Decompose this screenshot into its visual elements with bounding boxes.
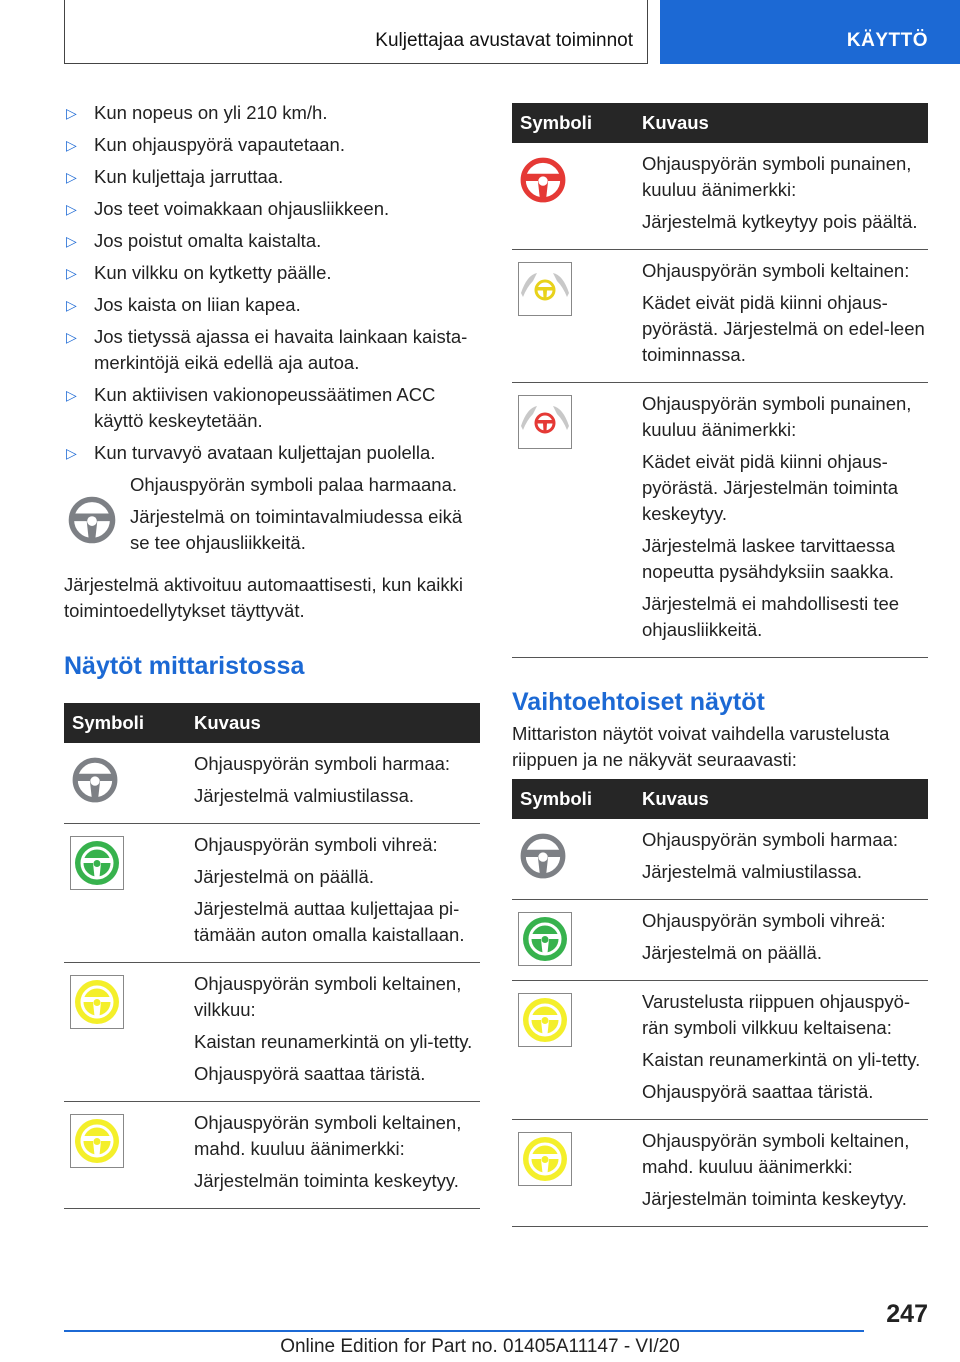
list-item-text: Kun aktiivisen vakionopeussäätimen ACC käyttö keskeytetään. — [94, 384, 436, 431]
note-line: Järjestelmä on toimintavalmiudessa eikä se tee ohjausliikkeitä. — [130, 506, 463, 553]
col-header-description: Kuvaus — [632, 779, 928, 819]
list-item — [64, 292, 480, 318]
bullet-triangle-icon: ▷ — [66, 137, 77, 153]
steering-wheel-yellow-icon — [70, 975, 124, 1029]
hands-on-wheel-yellow-icon — [518, 262, 572, 316]
steering-wheel-gray-icon — [518, 831, 572, 885]
right-column — [512, 100, 928, 1227]
table-row — [512, 981, 928, 1120]
table-row — [64, 1102, 480, 1209]
list-item-text: Kun ohjauspyörä vapautetaan. — [94, 134, 345, 155]
section-heading-displays: Näytöt mittaristossa — [64, 652, 305, 680]
table-row — [512, 250, 928, 383]
bullet-triangle-icon: ▷ — [66, 233, 77, 249]
steering-wheel-yellow-icon — [518, 1132, 572, 1186]
list-item — [64, 100, 480, 126]
bullet-triangle-icon: ▷ — [66, 445, 77, 461]
row-description-line: Ohjauspyörän symboli punainen, kuuluu äänimerkki: — [642, 153, 912, 200]
list-item-text: Jos poistut omalta kaistalta. — [94, 230, 322, 251]
bullet-triangle-icon: ▷ — [66, 329, 77, 345]
steering-wheel-yellow-icon — [70, 1114, 124, 1168]
steering-wheel-gray-icon — [66, 494, 118, 553]
list-item — [64, 440, 480, 466]
row-description-line: Järjestelmä on päällä. — [642, 942, 822, 963]
bullet-triangle-icon: ▷ — [66, 265, 77, 281]
col-header-symbol: Symboli — [512, 103, 632, 143]
row-description-line: Järjestelmä laskee tarvittaessa nopeutta pysähdyksiin saakka. — [642, 535, 895, 582]
table-row — [512, 819, 928, 900]
footer-edition: Online Edition for Part no. 01405A11147 - VI/20 — [280, 1336, 680, 1357]
note-line: Ohjauspyörän symboli palaa harmaana. — [130, 474, 458, 495]
steering-wheel-yellow-icon — [518, 993, 572, 1047]
symbol-table-right-1 — [512, 103, 928, 658]
row-description-line: Järjestelmä on päällä. — [194, 866, 374, 887]
row-description-line: Ohjauspyörä saattaa täristä. — [642, 1081, 874, 1102]
row-description-line: Ohjauspyörän symboli keltainen, mahd. kuuluu äänimerkki: — [194, 1112, 462, 1159]
list-item-text: Kun turvavyö avataan kuljettajan puolella. — [94, 442, 436, 463]
list-item-text: Jos teet voimakkaan ohjausliikkeen. — [94, 198, 390, 219]
section-heading-alternative: Vaihtoehtoiset näytöt — [512, 688, 765, 716]
col-header-description: Kuvaus — [632, 103, 928, 143]
row-description-line: Kaistan reunamerkintä on yli-tetty. — [642, 1049, 921, 1070]
list-item — [64, 228, 480, 254]
row-description-line: Ohjauspyörän symboli harmaa: — [194, 753, 451, 774]
row-description-line: Ohjauspyörän symboli vihreä: — [642, 910, 886, 931]
row-description-line: Järjestelmän toiminta keskeytyy. — [642, 1188, 907, 1209]
condition-list — [64, 100, 480, 466]
footer-rule — [64, 1330, 864, 1332]
steering-wheel-green-icon — [518, 912, 572, 966]
header-box — [64, 0, 648, 64]
hands-on-wheel-red-icon — [518, 395, 572, 449]
left-column — [64, 100, 480, 1209]
steering-wheel-green-icon — [70, 836, 124, 890]
list-item-text: Kun vilkku on kytketty päälle. — [94, 262, 332, 283]
table-row — [64, 963, 480, 1102]
row-description-line: Varustelusta riippuen ohjauspyö-rän symboli vilkkuu keltaisena: — [642, 991, 911, 1038]
table-row — [64, 743, 480, 824]
row-description-line: Ohjauspyörän symboli keltainen, mahd. kuuluu äänimerkki: — [642, 1130, 910, 1177]
row-description-line: Järjestelmä kytkeytyy pois päältä. — [642, 211, 918, 232]
row-description-line: Järjestelmä ei mahdollisesti tee ohjausliikkeitä. — [642, 593, 900, 640]
row-description-line: Ohjauspyörän symboli keltainen, vilkkuu: — [194, 973, 462, 1020]
col-header-symbol: Symboli — [64, 703, 184, 743]
row-description-line: Ohjauspyörän symboli keltainen: — [642, 260, 910, 281]
col-header-symbol: Symboli — [512, 779, 632, 819]
row-description-line: Järjestelmä valmiustilassa. — [642, 861, 863, 882]
list-item — [64, 382, 480, 434]
bullet-triangle-icon: ▷ — [66, 387, 77, 403]
bullet-triangle-icon: ▷ — [66, 201, 77, 217]
section-tab — [660, 0, 960, 64]
table-row — [512, 1120, 928, 1227]
alternative-intro: Mittariston näytöt voivat vaihdella varustelusta riippuen ja ne näkyvät seuraavasti: — [512, 723, 890, 770]
list-item-text: Kun nopeus on yli 210 km/h. — [94, 102, 328, 123]
chapter-title: Kuljettajaa avustavat toiminnot — [375, 30, 633, 51]
row-description-line: Ohjauspyörän symboli harmaa: — [642, 829, 899, 850]
list-item — [64, 196, 480, 222]
bullet-triangle-icon: ▷ — [66, 105, 77, 121]
list-item-text: Jos tietyssä ajassa ei havaita lainkaan kaista-merkintöjä eikä edellä aja autoa. — [94, 326, 468, 373]
list-item — [64, 164, 480, 190]
row-description-line: Järjestelmä valmiustilassa. — [194, 785, 415, 806]
list-item — [64, 260, 480, 286]
page-number: 247 — [886, 1300, 928, 1328]
row-description-line: Kädet eivät pidä kiinni ohjaus-pyörästä. Järjestelmä on edel-leen toiminnassa. — [642, 292, 925, 365]
steering-wheel-red-icon — [518, 155, 572, 209]
row-description-line: Ohjauspyörän symboli punainen, kuuluu äänimerkki: — [642, 393, 912, 440]
activation-paragraph: Järjestelmä aktivoituu automaattisesti, kun kaikki toimintoedellytykset täyttyvät. — [64, 574, 463, 621]
list-item-text: Jos kaista on liian kapea. — [94, 294, 301, 315]
list-item-text: Kun kuljettaja jarruttaa. — [94, 166, 284, 187]
table-row — [512, 900, 928, 981]
table-row — [512, 143, 928, 250]
bullet-triangle-icon: ▷ — [66, 169, 77, 185]
bullet-triangle-icon: ▷ — [66, 297, 77, 313]
row-description-line: Ohjauspyörän symboli vihreä: — [194, 834, 438, 855]
row-description-line: Ohjauspyörä saattaa täristä. — [194, 1063, 426, 1084]
section-label: KÄYTTÖ — [846, 30, 928, 51]
row-description-line: Järjestelmän toiminta keskeytyy. — [194, 1170, 459, 1191]
col-header-description: Kuvaus — [184, 703, 480, 743]
symbol-table-left — [64, 703, 480, 1209]
symbol-table-right-2 — [512, 779, 928, 1227]
row-description-line: Järjestelmä auttaa kuljettajaa pi-tämään auton omalla kaistallaan. — [194, 898, 465, 945]
list-item — [64, 324, 480, 376]
steering-wheel-gray-icon — [70, 755, 124, 809]
table-row — [64, 824, 480, 963]
table-row — [512, 383, 928, 658]
gray-symbol-note — [64, 472, 480, 556]
row-description-line: Kaistan reunamerkintä on yli-tetty. — [194, 1031, 473, 1052]
row-description-line: Kädet eivät pidä kiinni ohjaus-pyörästä. Järjestelmän toiminta keskeytyy. — [642, 451, 899, 524]
list-item — [64, 132, 480, 158]
